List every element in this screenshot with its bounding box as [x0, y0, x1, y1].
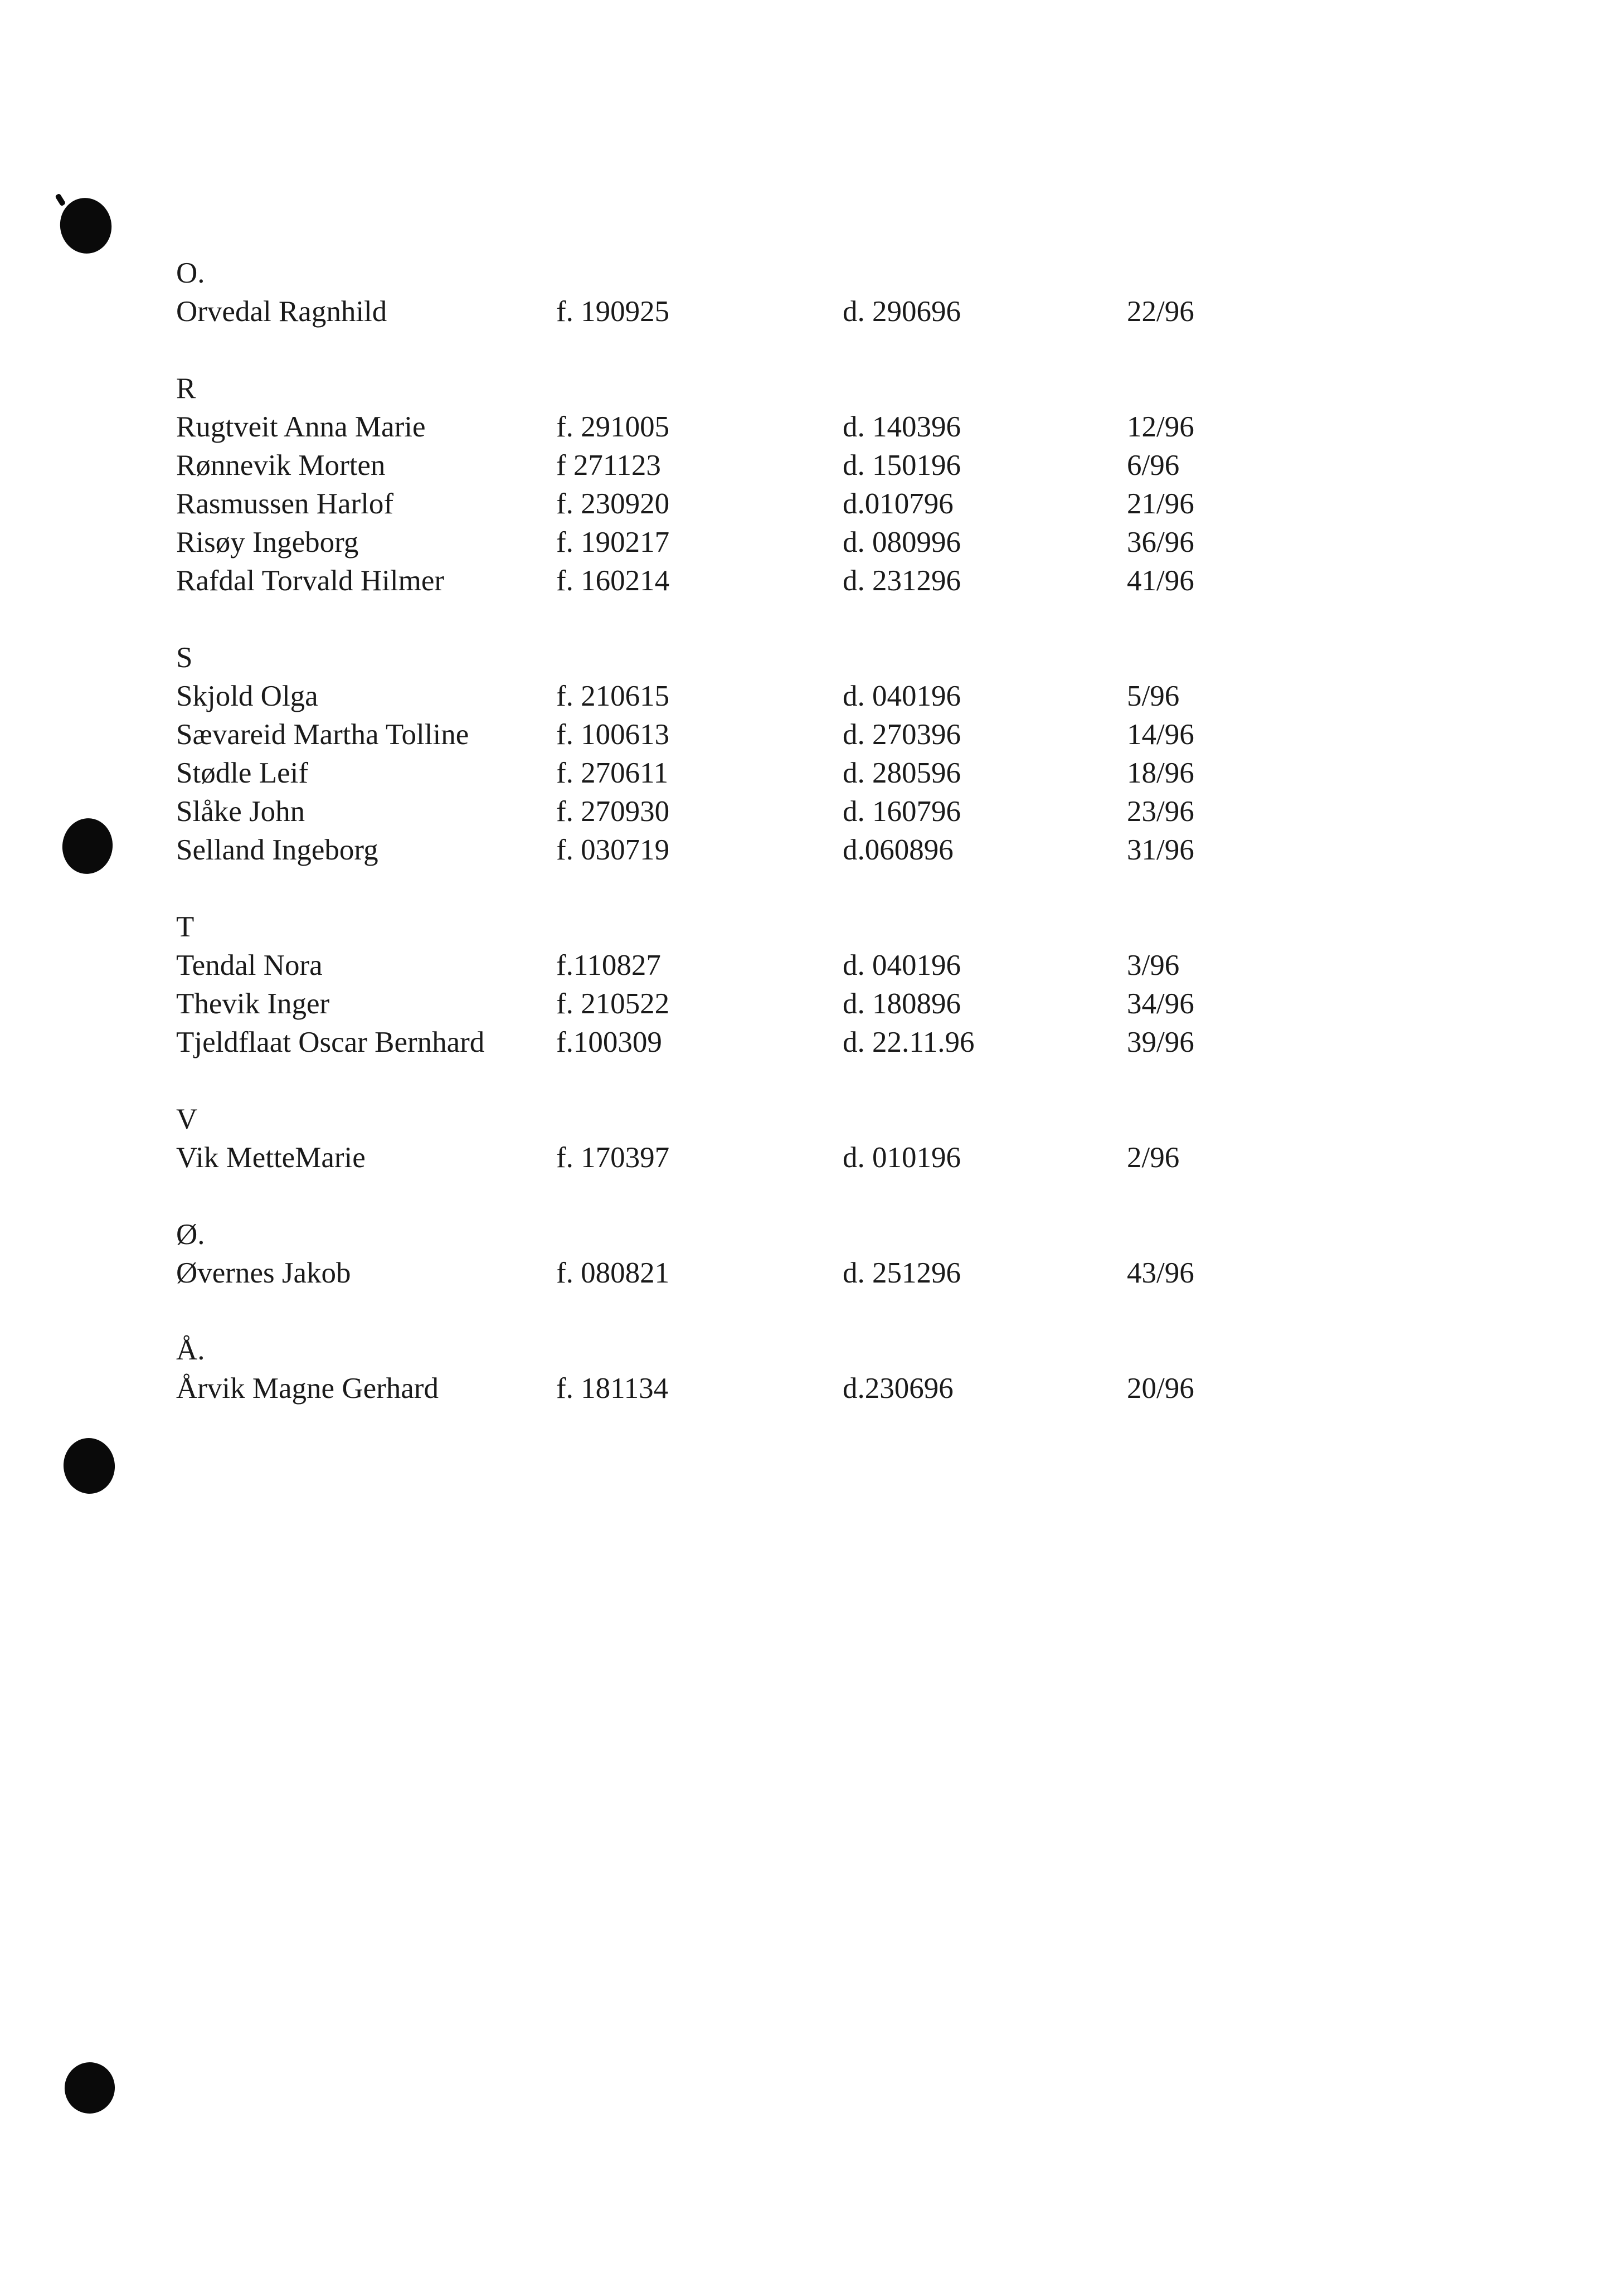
birth-date: f. 230920	[556, 488, 670, 520]
record-number: 34/96	[1127, 988, 1194, 1020]
record-number: 31/96	[1127, 834, 1194, 866]
birth-date: f. 190217	[556, 526, 670, 558]
person-name: Rugtveit Anna Marie	[176, 411, 426, 443]
birth-date: f.100309	[556, 1026, 662, 1058]
section-r	[176, 370, 1235, 600]
record-number: 3/96	[1127, 949, 1180, 982]
record-number: 23/96	[1127, 795, 1194, 828]
punch-hole-mark	[61, 2058, 119, 2117]
person-name: Rasmussen Harlof	[176, 488, 394, 520]
birth-date: f. 210615	[556, 680, 670, 712]
record-number: 5/96	[1127, 680, 1180, 712]
death-date: d.230696	[843, 1372, 954, 1405]
register-row	[176, 754, 1235, 793]
record-number: 39/96	[1127, 1026, 1194, 1058]
birth-date: f. 100613	[556, 718, 670, 751]
birth-date: f. 270611	[556, 757, 669, 789]
person-name: Rønnevik Morten	[176, 449, 386, 482]
section-t	[176, 908, 1235, 1062]
person-name: Øvernes Jakob	[176, 1257, 351, 1289]
record-number: 41/96	[1127, 565, 1194, 597]
death-date: d. 160796	[843, 795, 961, 828]
register-row	[176, 1023, 1235, 1062]
register-row	[176, 485, 1235, 523]
record-number: 22/96	[1127, 295, 1194, 328]
register-row	[176, 1369, 1235, 1408]
person-name: Stødle Leif	[176, 757, 308, 789]
person-name: Sævareid Martha Tolline	[176, 718, 469, 751]
person-name: Vik MetteMarie	[176, 1142, 366, 1174]
person-name: Årvik Magne Gerhard	[176, 1372, 439, 1405]
section-o	[176, 254, 1235, 331]
birth-date: f 271123	[556, 449, 661, 482]
record-number: 12/96	[1127, 411, 1194, 443]
register-row	[176, 831, 1235, 870]
record-number: 6/96	[1127, 449, 1180, 482]
person-name: Rafdal Torvald Hilmer	[176, 565, 445, 597]
register-row	[176, 946, 1235, 985]
person-name: Selland Ingeborg	[176, 834, 378, 866]
birth-date: f. 270930	[556, 795, 670, 828]
register-row	[176, 562, 1235, 600]
person-name: Thevik Inger	[176, 988, 330, 1020]
person-name: Slåke John	[176, 795, 305, 828]
register-row	[176, 446, 1235, 485]
birth-date: f. 080821	[556, 1257, 670, 1289]
record-number: 43/96	[1127, 1257, 1194, 1289]
person-name: Tjeldflaat Oscar Bernhard	[176, 1026, 485, 1058]
death-date: d. 231296	[843, 565, 961, 597]
register-row	[176, 1254, 1235, 1293]
section-letter: Å.	[176, 1334, 205, 1366]
register-row	[176, 408, 1235, 446]
section-oe	[176, 1216, 1235, 1293]
section-letter: V	[176, 1103, 198, 1135]
section-s	[176, 639, 1235, 870]
punch-hole-mark	[61, 1435, 118, 1496]
death-date: d. 080996	[843, 526, 961, 558]
register-row	[176, 523, 1235, 562]
death-date: d.010796	[843, 488, 954, 520]
section-letter: O.	[176, 257, 205, 289]
section-letter: R	[176, 372, 196, 405]
birth-date: f. 210522	[556, 988, 670, 1020]
record-number: 36/96	[1127, 526, 1194, 558]
section-letter: Ø.	[176, 1218, 205, 1251]
death-date: d. 040196	[843, 680, 961, 712]
record-number: 14/96	[1127, 718, 1194, 751]
person-name: Risøy Ingeborg	[176, 526, 359, 558]
death-date: d.060896	[843, 834, 954, 866]
section-letter: T	[176, 911, 195, 943]
death-date: d. 180896	[843, 988, 961, 1020]
register-row	[176, 716, 1235, 754]
death-date: d. 140396	[843, 411, 961, 443]
section-letter: S	[176, 642, 193, 674]
record-number: 2/96	[1127, 1142, 1180, 1174]
register-row	[176, 985, 1235, 1023]
person-name: Orvedal Ragnhild	[176, 295, 387, 328]
death-date: d. 010196	[843, 1142, 961, 1174]
birth-date: f.110827	[556, 949, 661, 982]
person-name: Tendal Nora	[176, 949, 323, 982]
person-name: Skjold Olga	[176, 680, 318, 712]
punch-hole-mark	[55, 193, 117, 259]
section-aa	[176, 1331, 1235, 1408]
death-date: d. 22.11.96	[843, 1026, 975, 1058]
punch-hole-mark	[59, 815, 116, 877]
register-row	[176, 677, 1235, 716]
death-date: d. 290696	[843, 295, 961, 328]
birth-date: f. 190925	[556, 295, 670, 328]
register-row	[176, 1139, 1235, 1177]
death-date: d. 270396	[843, 718, 961, 751]
death-register-list	[176, 254, 1235, 1446]
death-date: d. 040196	[843, 949, 961, 982]
register-row	[176, 293, 1235, 331]
birth-date: f. 160214	[556, 565, 670, 597]
birth-date: f. 170397	[556, 1142, 670, 1174]
birth-date: f. 291005	[556, 411, 670, 443]
death-date: d. 150196	[843, 449, 961, 482]
record-number: 20/96	[1127, 1372, 1194, 1405]
register-row	[176, 793, 1235, 831]
death-date: d. 251296	[843, 1257, 961, 1289]
death-date: d. 280596	[843, 757, 961, 789]
record-number: 21/96	[1127, 488, 1194, 520]
record-number: 18/96	[1127, 757, 1194, 789]
section-v	[176, 1100, 1235, 1177]
birth-date: f. 181134	[556, 1372, 669, 1405]
birth-date: f. 030719	[556, 834, 670, 866]
